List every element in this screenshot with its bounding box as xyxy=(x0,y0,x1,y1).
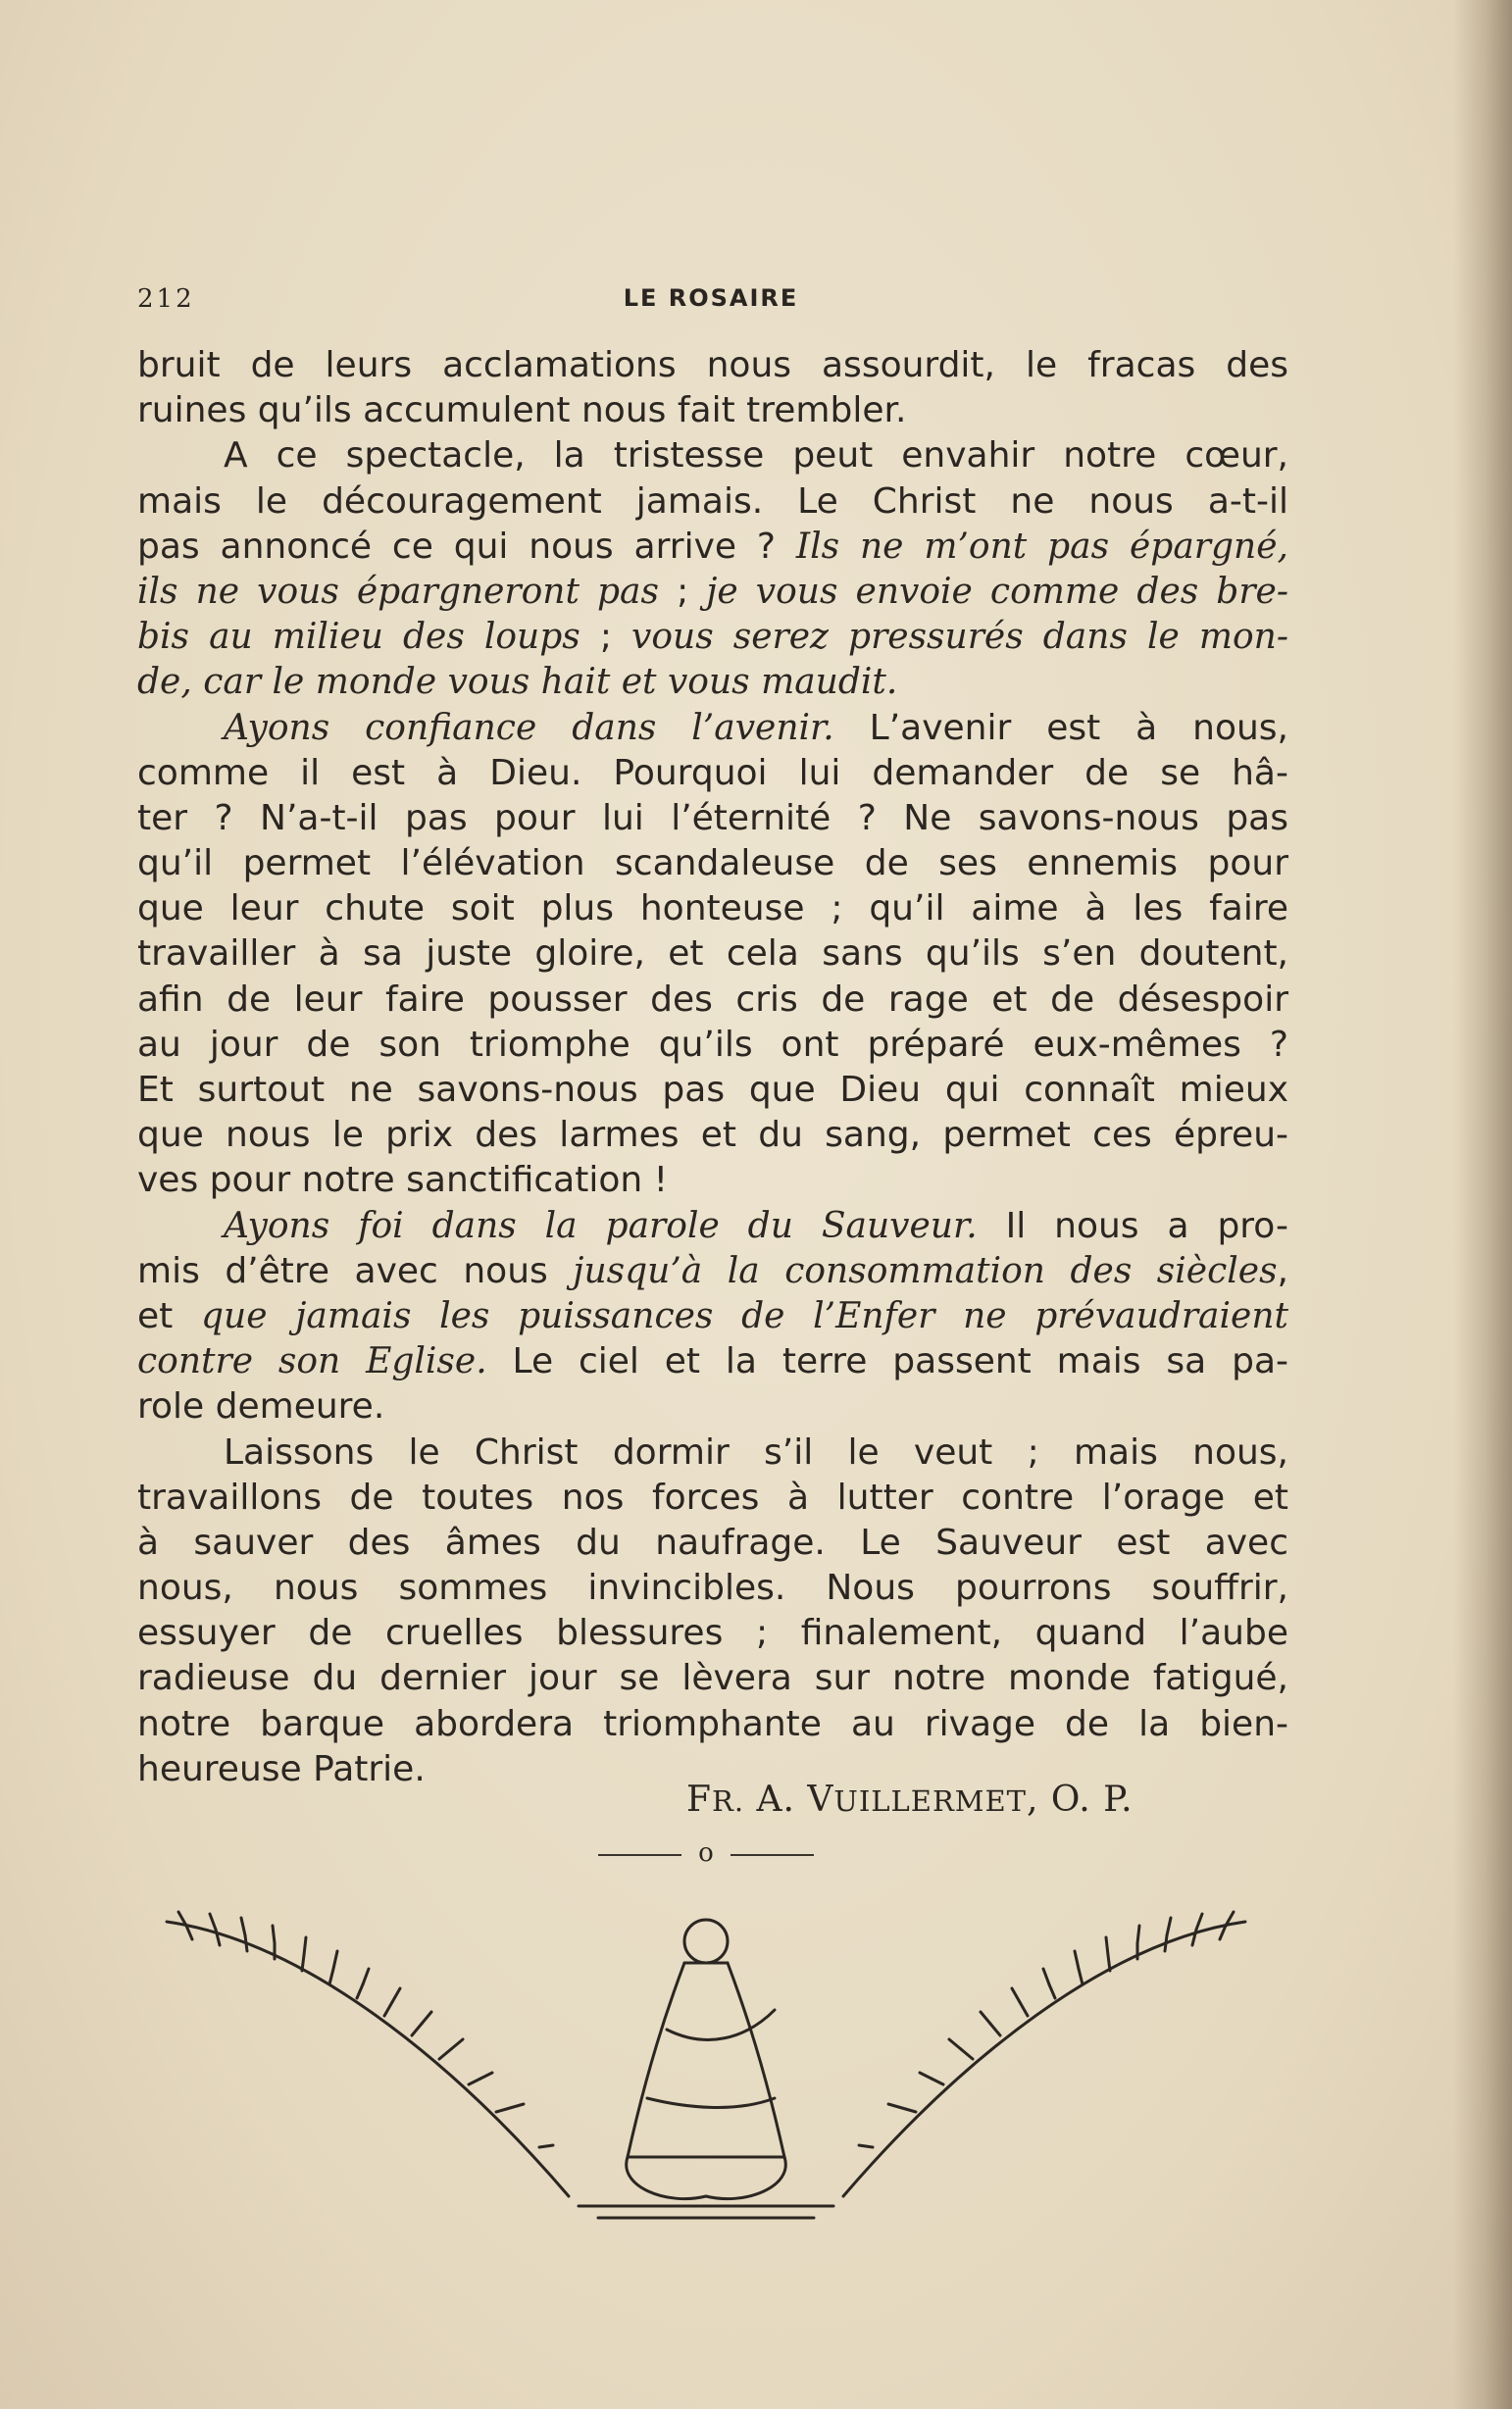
text-line xyxy=(137,886,1288,931)
text-line xyxy=(137,751,1288,796)
signature-initial: A. V xyxy=(744,1780,834,1820)
italic-text-run: vous serez pressurés dans le mon- xyxy=(631,617,1289,658)
italic-text-run: contre son Eglise. xyxy=(137,1341,487,1382)
page-binding-shadow xyxy=(1453,0,1512,2409)
text-run: Et surtout ne savons-nous pas que Dieu qui connaît mieux xyxy=(137,1070,1288,1110)
text-line xyxy=(137,706,1288,751)
text-run: ; xyxy=(580,617,631,658)
author-signature xyxy=(686,1780,1134,1820)
text-line xyxy=(137,1611,1288,1656)
text-line xyxy=(137,1294,1288,1339)
text-line xyxy=(137,1476,1288,1521)
text-line xyxy=(137,796,1288,841)
signature-name: UILLERMET xyxy=(833,1784,1027,1818)
text-run: L’avenir est à nous, xyxy=(833,707,1288,748)
separator-rule-right xyxy=(731,1854,814,1856)
text-line xyxy=(137,433,1288,478)
text-line xyxy=(137,1656,1288,1701)
text-line xyxy=(137,978,1288,1023)
page-header xyxy=(137,284,1285,320)
text-run: ter ? N’a-t-il pas pour lui l’éternité ? Ne savons-nous pas xyxy=(137,797,1288,838)
text-run: au jour de son triomphe qu’ils ont préparé eux-mêmes ? xyxy=(137,1024,1288,1065)
text-run: travailler à sa juste gloire, et cela sans qu’ils s’en doutent, xyxy=(137,933,1288,975)
text-run: ; xyxy=(659,571,707,612)
text-line xyxy=(137,570,1288,615)
text-line xyxy=(137,343,1288,388)
text-run: Le ciel et la terre passent mais sa pa- xyxy=(486,1341,1288,1382)
text-line xyxy=(137,1068,1288,1113)
text-line xyxy=(137,1339,1288,1384)
text-run: essuyer de cruelles blessures ; finalement, quand l’aube xyxy=(137,1613,1288,1654)
italic-text-run: je vous envoie comme des bre- xyxy=(706,571,1289,612)
signature-prefix: F xyxy=(686,1780,712,1820)
italic-text-run: de, car le monde vous hait et vous maudit. xyxy=(137,662,898,703)
text-line xyxy=(137,525,1288,570)
text-line xyxy=(137,1521,1288,1566)
italic-text-run: Ayons foi dans la parole du Sauveur. xyxy=(224,1205,978,1246)
italic-text-run: Ils ne m’ont pas épargné, xyxy=(795,526,1288,567)
text-line xyxy=(137,388,1288,433)
signature-prefix-sc: R. xyxy=(711,1784,745,1818)
body-text xyxy=(137,343,1288,1792)
page-number: 212 xyxy=(137,284,195,314)
text-run: afin de leur faire pousser des cris de rage et de désespoir xyxy=(137,979,1288,1020)
text-run: à sauver des âmes du naufrage. Le Sauveur est avec xyxy=(137,1522,1288,1563)
text-line xyxy=(137,931,1288,977)
text-run: role demeure. xyxy=(137,1386,385,1428)
text-run: qu’il permet l’élévation scandaleuse de ses ennemis pour xyxy=(137,843,1288,884)
text-line xyxy=(137,1702,1288,1747)
text-run: notre barque abordera triomphante au rivage de la bien- xyxy=(137,1703,1288,1744)
running-title: LE ROSAIRE xyxy=(623,284,799,312)
decorative-vignette-icon xyxy=(157,1902,1255,2226)
text-line xyxy=(137,1249,1288,1294)
italic-text-run: Ayons confiance dans l’avenir. xyxy=(224,707,834,748)
signature-suffix: , O. P. xyxy=(1027,1780,1134,1820)
italic-text-run: bis au milieu des loups xyxy=(137,617,580,658)
text-run: et xyxy=(137,1295,201,1336)
text-run: radieuse du dernier jour se lèvera sur notre monde fatigué, xyxy=(137,1658,1288,1699)
text-run: mais le découragement jamais. Le Christ ne nous a-t-il xyxy=(137,480,1288,522)
text-run: ruines qu’ils accumulent nous fait trembler. xyxy=(137,390,907,431)
text-line xyxy=(137,1204,1288,1249)
text-run: que nous le prix des larmes et du sang, permet ces épreu- xyxy=(137,1115,1288,1156)
text-line xyxy=(137,1384,1288,1430)
text-run: A ce spectacle, la tristesse peut envahir notre cœur, xyxy=(224,435,1288,477)
text-line xyxy=(137,841,1288,886)
italic-text-run: jusqu’à la consommation des siècles xyxy=(573,1250,1278,1291)
text-line xyxy=(137,479,1288,525)
text-run: heureuse Patrie. xyxy=(137,1748,426,1789)
text-run: ves pour notre sanctification ! xyxy=(137,1160,669,1201)
text-run: mis d’être avec nous xyxy=(137,1250,574,1291)
italic-text-run: ils ne vous épargneront pas xyxy=(137,571,659,612)
text-line xyxy=(137,1566,1288,1611)
text-run: Laissons le Christ dormir s’il le veut ; mais nous, xyxy=(224,1431,1288,1473)
text-run: que leur chute soit plus honteuse ; qu’il aime à les faire xyxy=(137,888,1288,929)
text-line xyxy=(137,1113,1288,1158)
section-separator xyxy=(588,1838,824,1868)
text-run: bruit de leurs acclamations nous assourdit, le fracas des xyxy=(137,345,1288,385)
text-line xyxy=(137,660,1288,705)
text-line xyxy=(137,1158,1288,1203)
text-run: comme il est à Dieu. Pourquoi lui demander de se hâ- xyxy=(137,752,1288,793)
text-run: nous, nous sommes invincibles. Nous pourrons souffrir, xyxy=(137,1568,1288,1609)
italic-text-run: que jamais les puissances de l’Enfer ne prévaudraient xyxy=(200,1295,1288,1336)
text-line xyxy=(137,1430,1288,1476)
text-line xyxy=(137,615,1288,660)
text-run: pas annoncé ce qui nous arrive ? xyxy=(137,526,796,567)
text-run: Il nous a pro- xyxy=(977,1205,1288,1246)
separator-mark: o xyxy=(698,1838,714,1868)
separator-rule-left xyxy=(598,1854,681,1856)
text-run: , xyxy=(1277,1250,1288,1291)
text-run: travaillons de toutes nos forces à lutter contre l’orage et xyxy=(137,1477,1288,1518)
text-line xyxy=(137,1023,1288,1068)
